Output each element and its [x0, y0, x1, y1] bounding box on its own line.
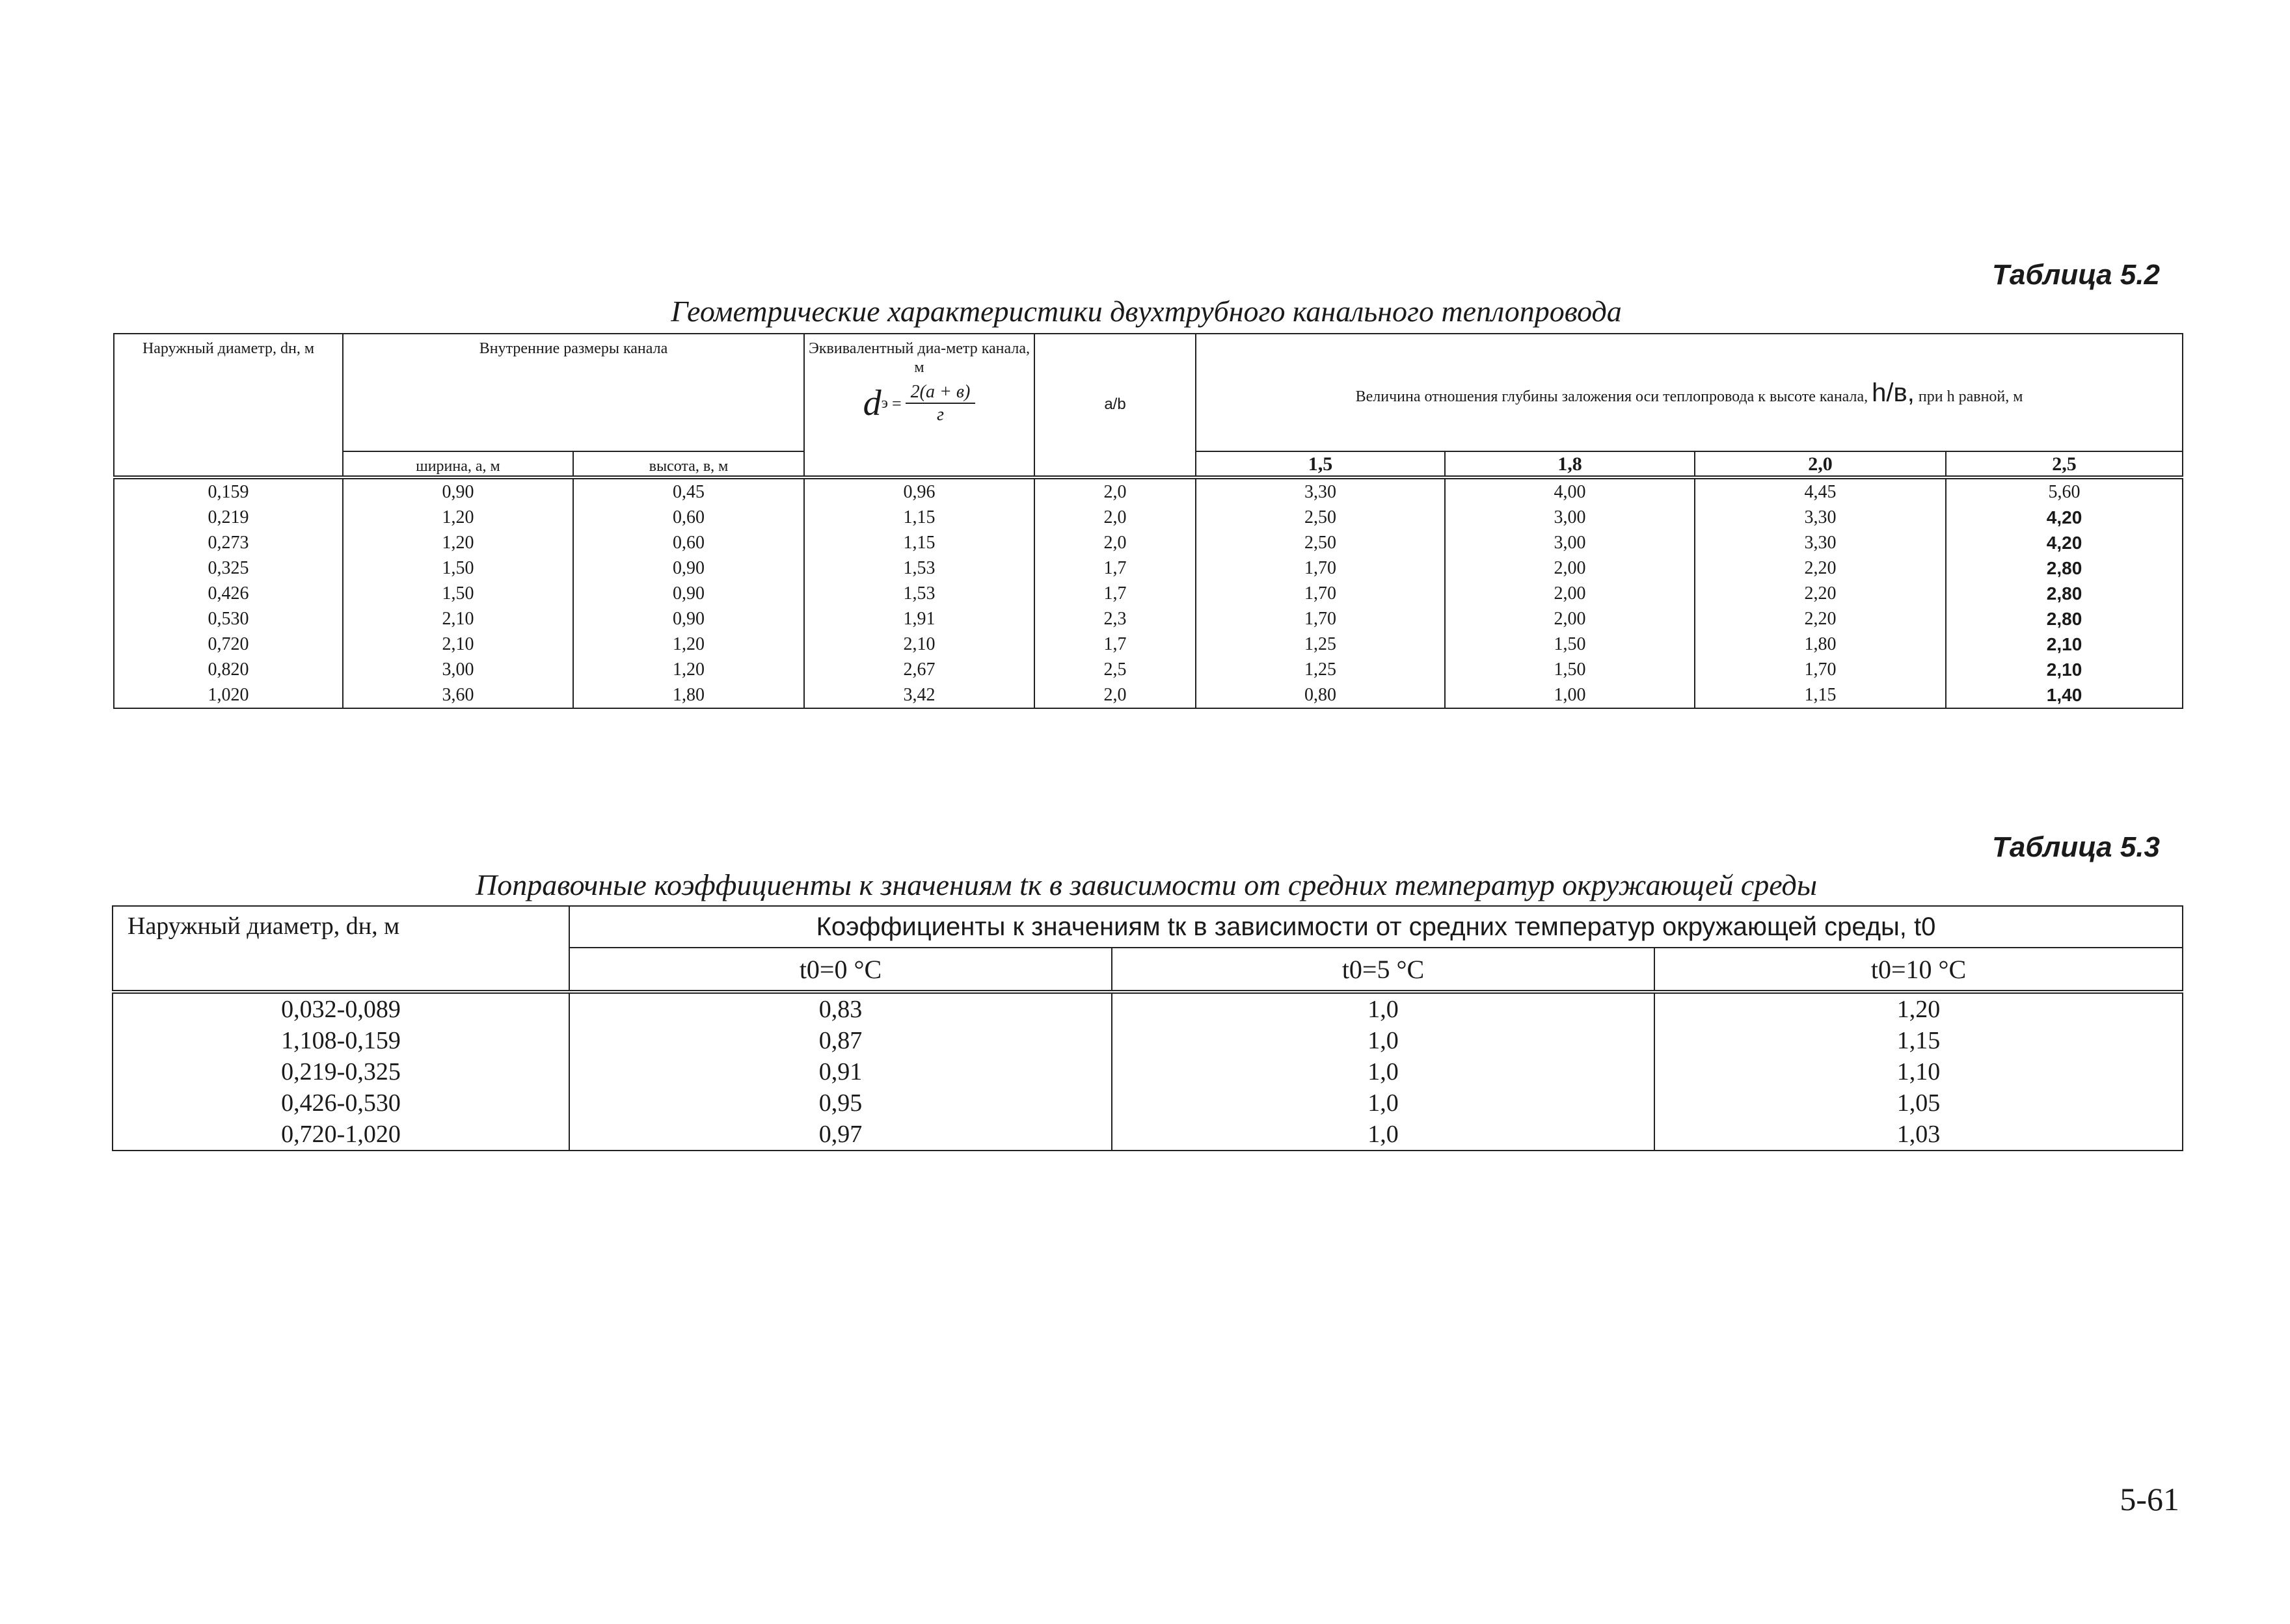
table-cell: 2,80: [1946, 606, 2183, 632]
depth-ratio-text: Величина отношения глубины заложения оси теплопровода к высоте канала,: [1355, 388, 1868, 405]
header-depth-ratio: [1196, 334, 2183, 451]
table-cell: 1,20: [573, 632, 804, 657]
table-cell: 1,10: [1654, 1056, 2183, 1087]
table-cell: 1,20: [573, 657, 804, 682]
header-temp-10: t0=10 °C: [1654, 948, 2183, 992]
table-cell: 4,20: [1946, 530, 2183, 555]
depth-ratio-hv: h/в,: [1872, 378, 1915, 407]
table-cell: 0,60: [573, 530, 804, 555]
table-cell: 1,50: [1445, 632, 1695, 657]
formula-numerator: 2(a + в): [906, 381, 976, 405]
table-cell: 2,0: [1034, 505, 1196, 530]
table-cell: 0,60: [573, 505, 804, 530]
table-cell: 2,80: [1946, 555, 2183, 581]
header-temp-0: t0=0 °C: [569, 948, 1112, 992]
table-row: [114, 477, 2183, 505]
header-coefficients: Коэффициенты к значениям tк в зависимости от средних температур окружающей среды, t0: [569, 906, 2183, 948]
table-cell: 2,10: [1946, 657, 2183, 682]
table-row: [113, 992, 2183, 1025]
table-row: [114, 632, 2183, 657]
table-cell: 3,42: [804, 682, 1034, 708]
table-row: [114, 505, 2183, 530]
table-cell: 1,03: [1654, 1119, 2183, 1151]
table-cell: 4,20: [1946, 505, 2183, 530]
table-row: [113, 1119, 2183, 1151]
table-cell: 0,426: [114, 581, 343, 606]
table-cell: 2,50: [1196, 530, 1445, 555]
table-cell: 0,90: [343, 477, 573, 505]
table-cell: 2,00: [1445, 581, 1695, 606]
header-ab: a/b: [1034, 334, 1196, 477]
table-cell: 2,10: [343, 632, 573, 657]
table-cell: 1,53: [804, 555, 1034, 581]
table-cell: 0,159: [114, 477, 343, 505]
table-cell: 1,15: [804, 530, 1034, 555]
table-row: [113, 1056, 2183, 1087]
table-cell: 0,273: [114, 530, 343, 555]
equiv-diameter-formula: [863, 381, 976, 426]
table-cell: 1,25: [1196, 632, 1445, 657]
table-cell: 2,5: [1034, 657, 1196, 682]
table-cell: 1,7: [1034, 632, 1196, 657]
table-cell: 1,020: [114, 682, 343, 708]
geometry-table: [113, 333, 2183, 709]
table-row: [114, 657, 2183, 682]
table-row: [114, 682, 2183, 708]
table-cell: 0,820: [114, 657, 343, 682]
table-cell: 1,0: [1112, 1025, 1654, 1056]
formula-fraction: [906, 381, 976, 426]
table-cell: 2,20: [1695, 606, 1946, 632]
table-cell: 0,97: [569, 1119, 1112, 1151]
header-width: ширина, а, м: [343, 451, 573, 477]
table-cell: 3,00: [1445, 530, 1695, 555]
table-cell: 0,90: [573, 555, 804, 581]
table-cell: 0,219-0,325: [113, 1056, 569, 1087]
table-cell: 0,87: [569, 1025, 1112, 1056]
header-depth-4: 2,5: [1946, 451, 2183, 477]
table-row: [114, 530, 2183, 555]
header-outer-diameter-2: Наружный диаметр, dн, м: [113, 906, 569, 992]
table-cell: 0,90: [573, 606, 804, 632]
table-cell: 1,50: [1445, 657, 1695, 682]
table-cell: 3,30: [1196, 477, 1445, 505]
table-cell: 3,00: [1445, 505, 1695, 530]
table-cell: 1,15: [804, 505, 1034, 530]
table-cell: 0,325: [114, 555, 343, 581]
table-cell: 1,15: [1654, 1025, 2183, 1056]
table-cell: 0,80: [1196, 682, 1445, 708]
table-cell: 1,0: [1112, 1056, 1654, 1087]
table-cell: 0,95: [569, 1087, 1112, 1119]
table-cell: 2,00: [1445, 555, 1695, 581]
table-cell: 1,53: [804, 581, 1034, 606]
table-5-3-label: Таблица 5.3: [1992, 831, 2160, 863]
table-cell: 0,96: [804, 477, 1034, 505]
table-cell: 1,50: [343, 555, 573, 581]
table-cell: 1,50: [343, 581, 573, 606]
table-5-2-label: Таблица 5.2: [1992, 259, 2160, 291]
table-cell: 1,70: [1196, 555, 1445, 581]
table-cell: 1,25: [1196, 657, 1445, 682]
table-5-3-title: Поправочные коэффициенты к значениям tк в зависимости от средних температур окружающей среды: [476, 868, 1817, 901]
table-row: [114, 581, 2183, 606]
table-cell: 2,0: [1034, 530, 1196, 555]
formula-d: d: [863, 382, 882, 423]
table-cell: 0,91: [569, 1056, 1112, 1087]
table-cell: 1,91: [804, 606, 1034, 632]
table-cell: 1,0: [1112, 1087, 1654, 1119]
formula-denominator: г: [937, 405, 944, 425]
table-cell: 0,90: [573, 581, 804, 606]
table-cell: 1,70: [1196, 581, 1445, 606]
table-cell: 1,0: [1112, 1119, 1654, 1151]
table-cell: 1,80: [573, 682, 804, 708]
table-cell: 4,00: [1445, 477, 1695, 505]
table-cell: 2,20: [1695, 581, 1946, 606]
table-cell: 1,20: [343, 505, 573, 530]
table-cell: 1,108-0,159: [113, 1025, 569, 1056]
header-depth-2: 1,8: [1445, 451, 1695, 477]
correction-table: [112, 905, 2183, 1151]
table-cell: 1,70: [1196, 606, 1445, 632]
table-cell: 0,720: [114, 632, 343, 657]
table-cell: 1,7: [1034, 581, 1196, 606]
table-cell: 2,20: [1695, 555, 1946, 581]
geometry-table-body: [114, 477, 2183, 708]
table-cell: 0,45: [573, 477, 804, 505]
header-temp-5: t0=5 °C: [1112, 948, 1654, 992]
table-cell: 3,30: [1695, 505, 1946, 530]
header-height: высота, в, м: [573, 451, 804, 477]
table-cell: 1,00: [1445, 682, 1695, 708]
table-cell: 3,60: [343, 682, 573, 708]
table-cell: 0,219: [114, 505, 343, 530]
table-cell: 1,20: [1654, 992, 2183, 1025]
page-number: 5-61: [2120, 1481, 2179, 1517]
header-outer-diameter: Наружный диаметр, dн, м: [114, 334, 343, 477]
table-cell: 2,50: [1196, 505, 1445, 530]
table-cell: 1,70: [1695, 657, 1946, 682]
table-row: [114, 555, 2183, 581]
table-cell: 2,00: [1445, 606, 1695, 632]
table-cell: 1,05: [1654, 1087, 2183, 1119]
table-cell: 1,7: [1034, 555, 1196, 581]
header-depth-3: 2,0: [1695, 451, 1946, 477]
table-row: [113, 1025, 2183, 1056]
table-cell: 1,20: [343, 530, 573, 555]
table-cell: 2,67: [804, 657, 1034, 682]
table-cell: 0,426-0,530: [113, 1087, 569, 1119]
header-depth-1: 1,5: [1196, 451, 1445, 477]
header-inner-dims: Внутренние размеры канала: [343, 334, 804, 451]
table-cell: 1,15: [1695, 682, 1946, 708]
table-cell: 2,10: [804, 632, 1034, 657]
table-cell: 5,60: [1946, 477, 2183, 505]
table-cell: 2,0: [1034, 682, 1196, 708]
table-cell: 1,80: [1695, 632, 1946, 657]
table-cell: 0,720-1,020: [113, 1119, 569, 1151]
table-cell: 2,10: [1946, 632, 2183, 657]
table-row: [114, 606, 2183, 632]
header-equiv-diameter: [804, 334, 1034, 477]
table-cell: 3,00: [343, 657, 573, 682]
depth-ratio-tail: при h равной, м: [1918, 388, 2023, 405]
formula-subscript: э: [881, 394, 888, 412]
table-cell: 0,032-0,089: [113, 992, 569, 1025]
table-row: [113, 1087, 2183, 1119]
table-5-2-title: Геометрические характеристики двухтрубного канального теплопровода: [671, 295, 1622, 328]
table-cell: 4,45: [1695, 477, 1946, 505]
formula-equals: =: [891, 393, 902, 413]
equiv-diameter-label: Эквивалентный диа-метр канала, м: [809, 340, 1030, 376]
table-cell: 1,40: [1946, 682, 2183, 708]
table-cell: 3,30: [1695, 530, 1946, 555]
table-cell: 2,0: [1034, 477, 1196, 505]
table-cell: 2,3: [1034, 606, 1196, 632]
table-cell: 2,80: [1946, 581, 2183, 606]
table-cell: 1,0: [1112, 992, 1654, 1025]
table-cell: 0,83: [569, 992, 1112, 1025]
table-cell: 0,530: [114, 606, 343, 632]
table-cell: 2,10: [343, 606, 573, 632]
correction-table-body: [113, 992, 2183, 1151]
